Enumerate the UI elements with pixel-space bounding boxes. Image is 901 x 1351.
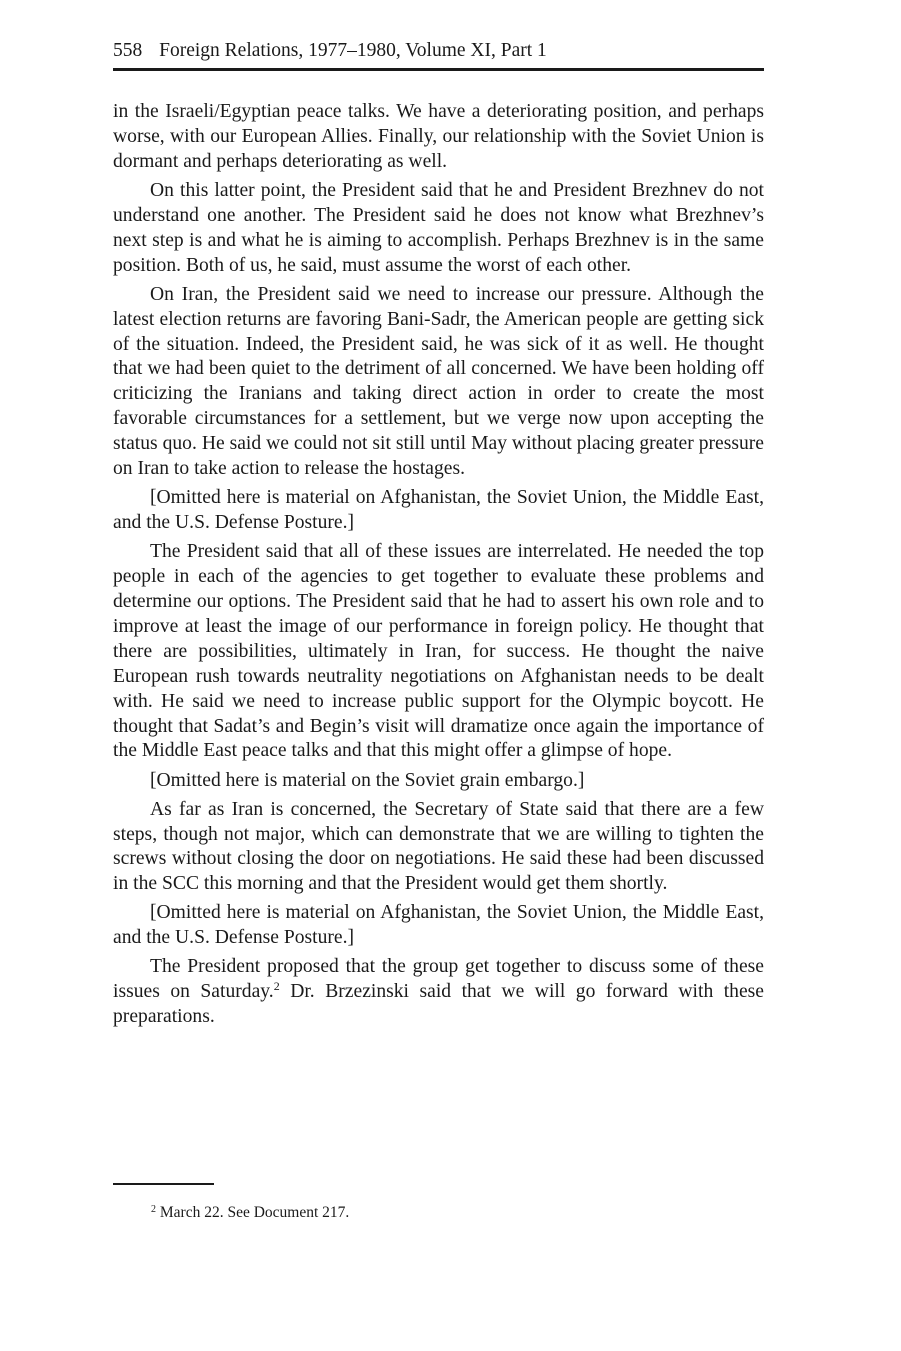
footnote-reference[interactable]: 2	[273, 979, 280, 994]
paragraph-9-text-b: Dr. Brzezinski said that we will go forward with these preparations.	[113, 981, 764, 1028]
running-title: Foreign Relations, 1977–1980, Volume XI, Part 1	[159, 40, 547, 61]
page-number: 558	[113, 40, 143, 61]
paragraph-1: in the Israeli/Egyptian peace talks. We have a deteriorating position, and perhaps worse, with our European Allies. Finally, our relationship with the Soviet Union is dormant and perhaps deteriorating as well.	[113, 101, 764, 172]
paragraph-9	[113, 955, 764, 1030]
paragraph-2: On this latter point, the President said that he and President Brezhnev do not understand one another. The President said he does not know what Brezhnev’s next step is and what he is aiming to accomplish. Perhaps Brezhnev is in the same position. Both of us, he said, must assume the worst of each other.	[113, 179, 764, 276]
paragraph-3: On Iran, the President said we need to increase our pressure. Although the latest election returns are favoring Bani-Sadr, the American people are getting sick of the situation. Indeed, the President said, he was sick of it as well. He thought that we had been quiet to the detriment of all concerned. We have been holding off criticizing the Iranians and taking direct action in order to create the most favorable circumstances for a settlement, but we verge now upon accepting the status quo. He said we could not sit still until May without placing greater pressure on Iran to take action to release the hostages.	[113, 283, 764, 480]
footnote-text: March 22. See Document 217.	[156, 1204, 350, 1221]
omitted-note-2: [Omitted here is material on the Soviet grain embargo.]	[150, 769, 585, 791]
footnote-rule	[113, 1183, 214, 1185]
paragraph-7: As far as Iran is concerned, the Secretary of State said that there are a few steps, though not major, which can demonstrate that we are willing to tighten the screws without closing the door on negotiations. He said these had been discussed in the SCC this morning and that the President would get them shortly.	[113, 798, 764, 895]
omitted-note-1: [Omitted here is material on Afghanistan, the Soviet Union, the Middle East, and the U.S. Defense Posture.]	[113, 487, 764, 534]
body-text	[113, 100, 764, 1034]
paragraph-5: The President said that all of these issues are interrelated. He needed the top people in each of the agencies to get together to evaluate these problems and determine our options. The President said that he had to assert his own role and to improve at least the image of our performance in foreign policy. He thought that there are possibilities, ultimately in Iran, for success. He thought the naive European rush towards neutrality negotiations on Afghanistan needs to be dealt with. He said we need to increase public support for the Olympic boycott. He thought that Sadat’s and Begin’s visit will dramatize once again the importance of the Middle East peace talks and that this might offer a glimpse of hope.	[113, 541, 764, 762]
paragraph-9-text-a: The President proposed that the group get together to discuss some of these issues on Saturday.	[113, 956, 764, 1003]
running-header	[113, 38, 764, 68]
footnote	[151, 1203, 764, 1223]
footnote-marker: 2	[151, 1204, 156, 1215]
omitted-note-3: [Omitted here is material on Afghanistan, the Soviet Union, the Middle East, and the U.S. Defense Posture.]	[113, 902, 764, 949]
header-rule	[113, 68, 764, 71]
